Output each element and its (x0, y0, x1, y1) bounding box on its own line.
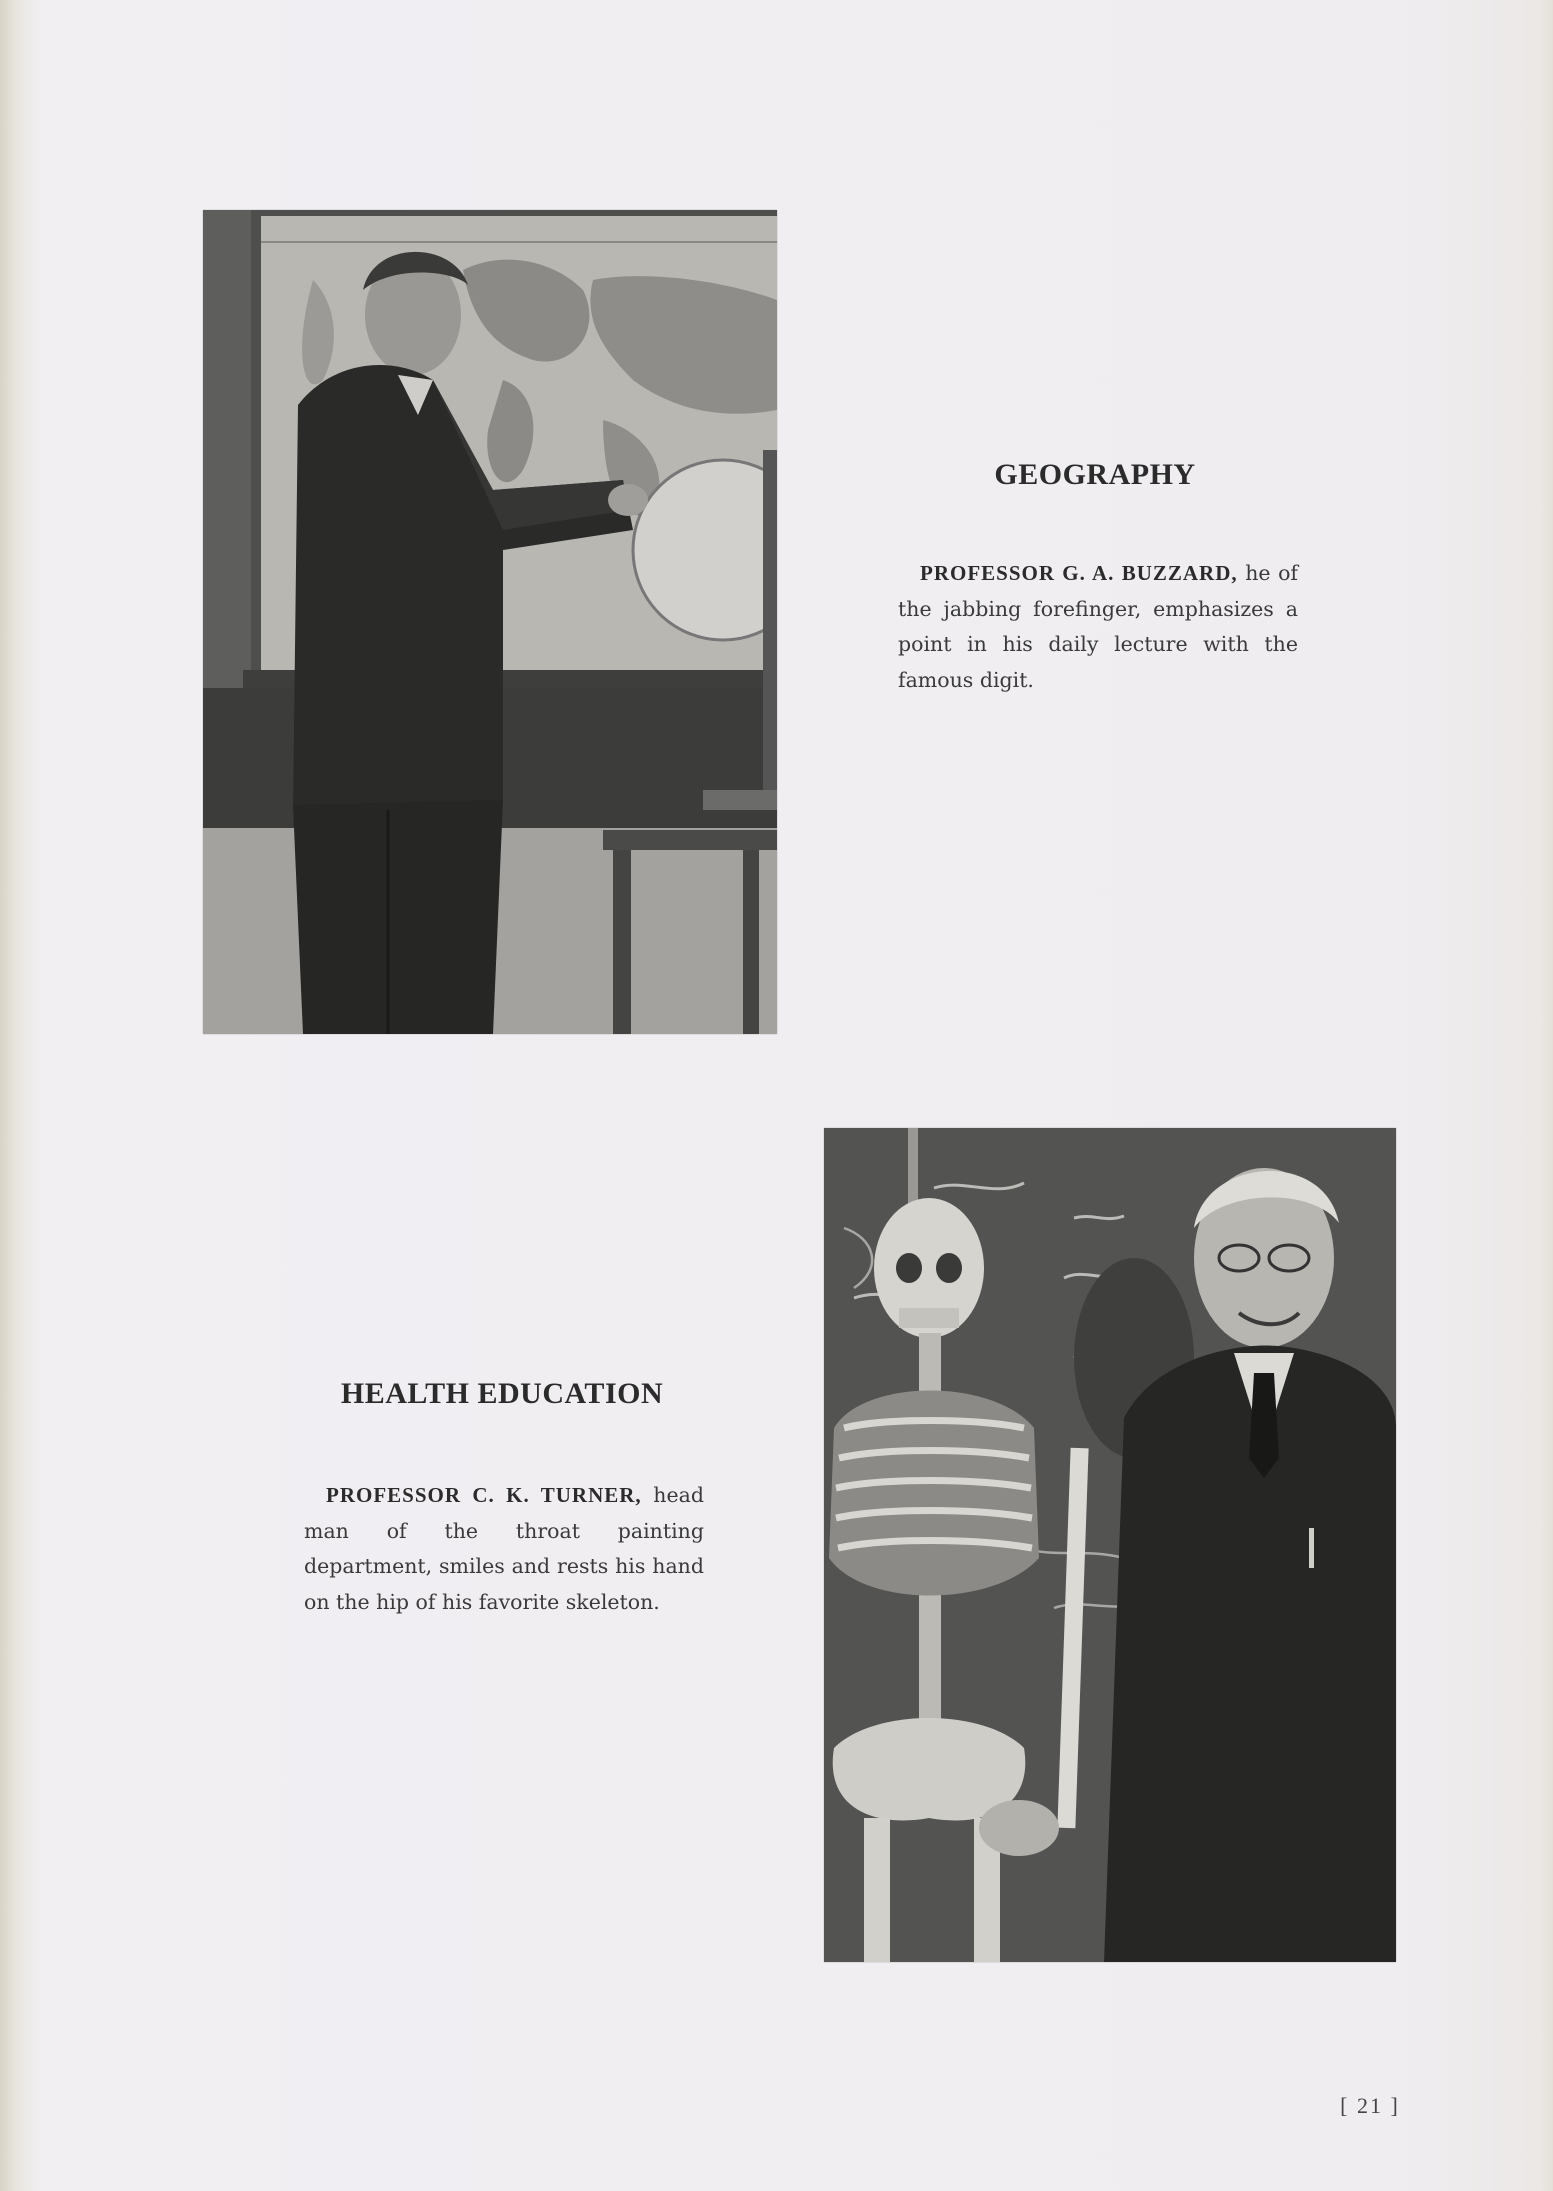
caption-text-geography: he of the jabbing forefinger, emphasizes a point in his daily lecture with the famous digit. (898, 561, 1298, 692)
caption-health-education (304, 1478, 704, 1620)
photo-professor-with-skeleton-image (824, 1128, 1396, 1962)
caption-text-health-education: head man of the throat painting department, smiles and rests his hand on the hip of his favorite skeleton. (304, 1483, 704, 1614)
caption-name-health-education: PROFESSOR C. K. TURNER, (326, 1483, 642, 1507)
caption-name-geography: PROFESSOR G. A. BUZZARD, (920, 561, 1238, 585)
page-number: [ 21 ] (1340, 2093, 1400, 2118)
caption-geography (898, 556, 1298, 698)
section-heading-health-education: HEALTH EDUCATION (340, 1377, 664, 1410)
photo-professor-with-skeleton (824, 1128, 1396, 1962)
section-heading-geography: GEOGRAPHY (994, 458, 1196, 491)
photo-professor-at-map-image (203, 210, 777, 1034)
photo-professor-at-map (203, 210, 777, 1034)
